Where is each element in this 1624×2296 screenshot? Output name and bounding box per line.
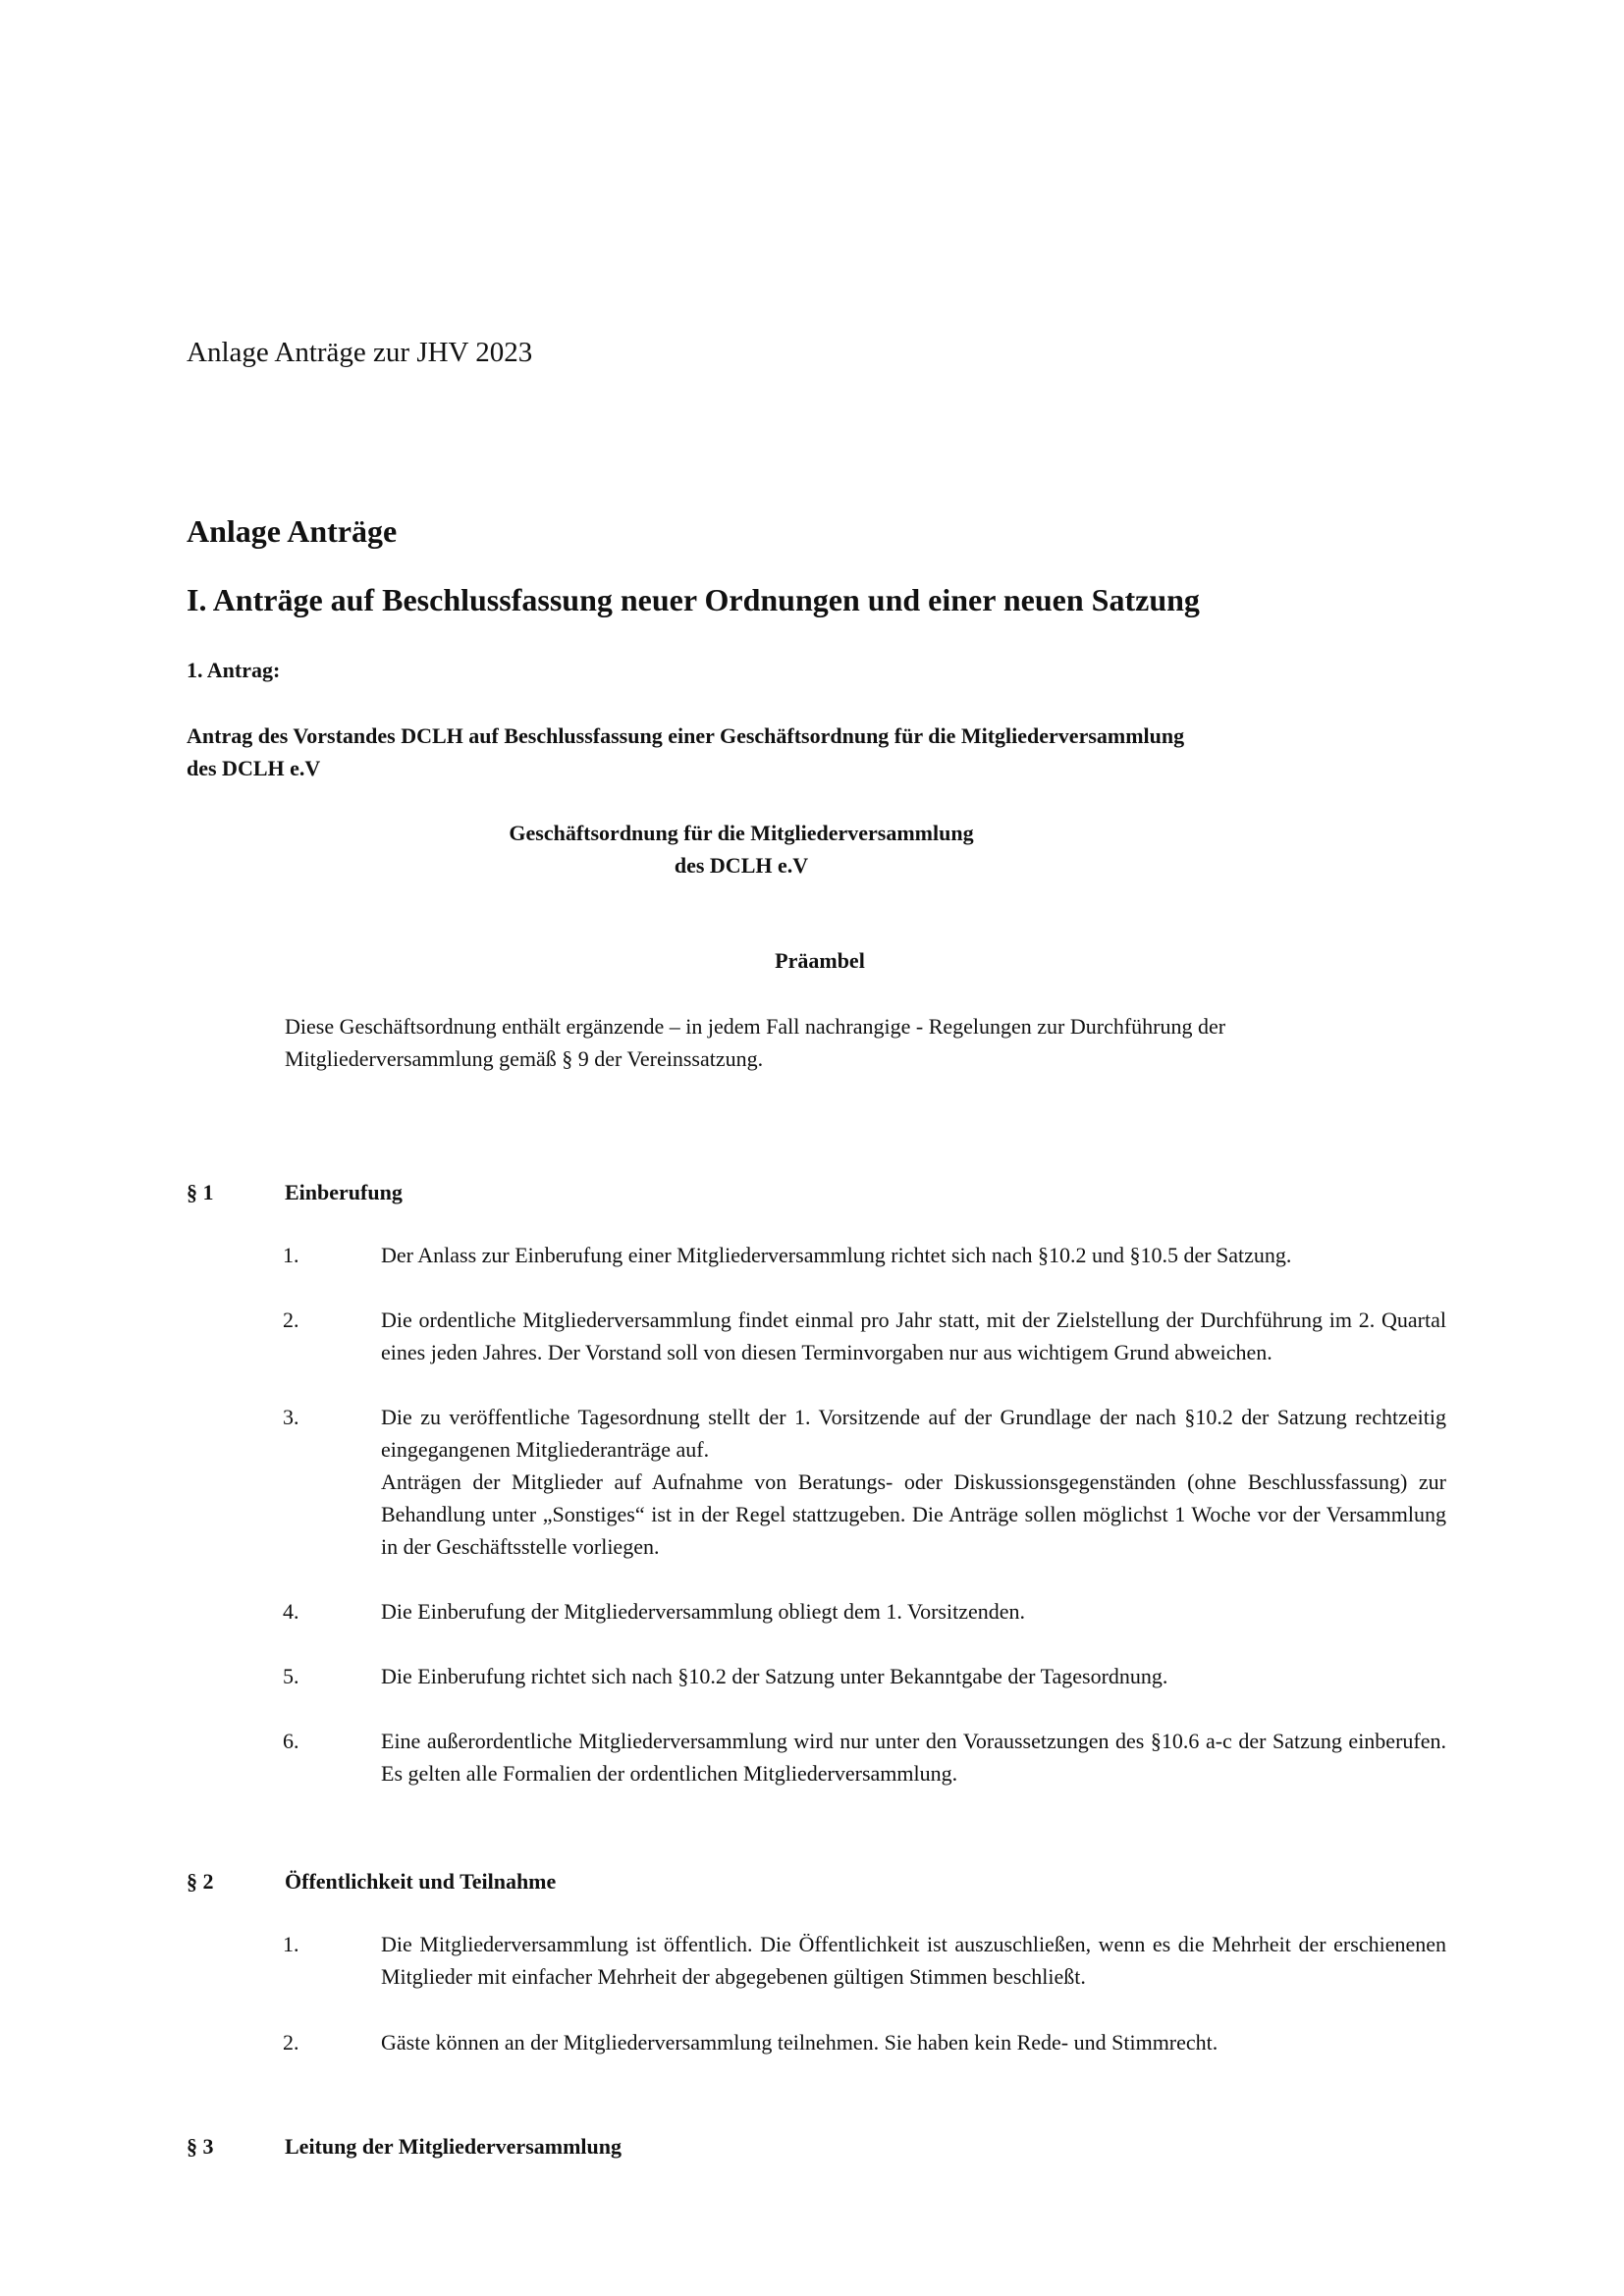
item-number: 2. bbox=[283, 1308, 299, 1332]
antrag-label: 1. Antrag: bbox=[187, 658, 281, 682]
item-text: Eine außerordentliche Mitgliederversammlung wird nur unter den Voraussetzungen des §10.6 a-c der Satzung einberufen. Es gelten alle Formalien der ordentlichen Mitgliederversammlung. bbox=[381, 1729, 1446, 1786]
item-text: Die ordentliche Mitgliederversammlung findet einmal pro Jahr statt, mit der Zielstellung der Durchführung im 2. Quartal eines jeden Jahres. Der Vorstand soll von diesen Terminvorgaben nur aus wichtigem Grund abweichen. bbox=[381, 1308, 1446, 1364]
praeambel-title: Präambel bbox=[775, 948, 865, 973]
praeambel-text-line2: Mitgliederversammlung gemäß § 9 der Vereinssatzung. bbox=[285, 1046, 764, 1071]
item-text: Die Mitgliederversammlung ist öffentlich. Die Öffentlichkeit ist auszuschließen, wenn es die Mehrheit der erschienenen Mitglieder mit einfacher Mehrheit der abgegebenen gültigen Stimmen beschließt. bbox=[381, 1932, 1446, 1989]
list-item bbox=[283, 1304, 1446, 1368]
item-number: 3. bbox=[283, 1405, 299, 1429]
praeambel-text-line1: Diese Geschäftsordnung enthält ergänzende – in jedem Fall nachrangige - Regelungen zur Durchführung der bbox=[285, 1014, 1226, 1039]
item-number: 1. bbox=[283, 1932, 299, 1956]
paragraph-title: Öffentlichkeit und Teilnahme bbox=[285, 1869, 557, 1894]
go-title-line2: des DCLH e.V bbox=[674, 853, 809, 878]
antrag-description bbox=[187, 720, 1326, 784]
list-item bbox=[283, 1660, 1446, 1692]
list-item bbox=[283, 1595, 1446, 1628]
list-item bbox=[283, 1401, 1446, 1563]
item-text: Der Anlass zur Einberufung einer Mitgliederversammlung richtet sich nach §10.2 und §10.5 der Satzung. bbox=[381, 1243, 1292, 1267]
paragraph-heading-2 bbox=[187, 1869, 1168, 1895]
running-title: Anlage Anträge zur JHV 2023 bbox=[187, 337, 533, 368]
go-title-line1: Geschäftsordnung für die Mitgliederversammlung bbox=[509, 821, 974, 845]
item-text: Die Einberufung richtet sich nach §10.2 der Satzung unter Bekanntgabe der Tagesordnung. bbox=[381, 1664, 1168, 1688]
item-number: 1. bbox=[283, 1243, 299, 1267]
list-item bbox=[283, 1239, 1446, 1271]
item-number: 6. bbox=[283, 1729, 299, 1753]
paragraph-number: § 1 bbox=[187, 1180, 214, 1204]
item-text: Die Einberufung der Mitgliederversammlung obliegt dem 1. Vorsitzenden. bbox=[381, 1599, 1025, 1624]
paragraph-title: Leitung der Mitgliederversammlung bbox=[285, 2134, 622, 2159]
list-item bbox=[283, 2026, 1446, 2058]
item-number: 4. bbox=[283, 1599, 299, 1624]
list-item bbox=[283, 1725, 1446, 1789]
item-number: 5. bbox=[283, 1664, 299, 1688]
item-text-continued: Anträgen der Mitglieder auf Aufnahme von Beratungs- oder Diskussionsgegenständen (ohne Beschlussfassung) zur Behandlung unter „Sonstiges“ ist in der Regel stattzugeben. Die Anträge sollen möglichst 1 Woche vor der Versammlung in der Geschäftsstelle vorliegen. bbox=[381, 1469, 1446, 1559]
item-text: Die zu veröffentliche Tagesordnung stellt der 1. Vorsitzende auf der Grundlage der nach §10.2 der Satzung rechtzeitig eingegangenen Mitgliederanträge auf. bbox=[381, 1405, 1446, 1462]
item-number: 2. bbox=[283, 2030, 299, 2055]
paragraph-number: § 2 bbox=[187, 1869, 214, 1894]
geschaeftsordnung-title bbox=[187, 817, 1296, 881]
paragraph-number: § 3 bbox=[187, 2134, 214, 2159]
paragraph-heading-3 bbox=[187, 2134, 1168, 2160]
main-heading: Anlage Anträge bbox=[187, 513, 398, 549]
praeambel-text bbox=[285, 1010, 1394, 1075]
paragraph-heading-1 bbox=[187, 1180, 1168, 1205]
list-item bbox=[283, 1928, 1446, 1993]
paragraph-title: Einberufung bbox=[285, 1180, 403, 1204]
antrag-description-line2: des DCLH e.V bbox=[187, 756, 321, 780]
antrag-description-line1: Antrag des Vorstandes DCLH auf Beschlussfassung einer Geschäftsordnung für die Mitgliederversammlung bbox=[187, 723, 1185, 748]
section-heading: I. Anträge auf Beschlussfassung neuer Ordnungen und einer neuen Satzung bbox=[187, 582, 1200, 617]
item-text: Gäste können an der Mitgliederversammlung teilnehmen. Sie haben kein Rede- und Stimmrecht. bbox=[381, 2030, 1218, 2055]
